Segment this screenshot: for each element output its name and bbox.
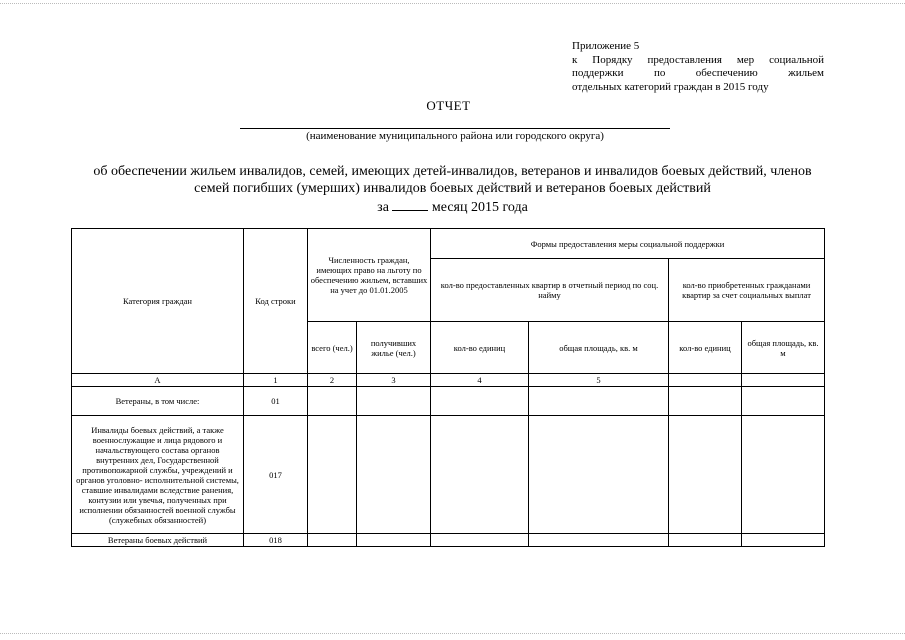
data-cell[interactable] <box>742 416 825 534</box>
data-cell[interactable] <box>669 534 742 547</box>
row-category: Ветераны, в том числе: <box>72 387 244 416</box>
report-subject-line-1: об обеспечении жильем инвалидов, семей, имеющих детей-инвалидов, ветеранов и инвалидов боевых действий, членов <box>93 164 812 179</box>
data-cell[interactable] <box>669 416 742 534</box>
appendix-line: к Порядку предоставления мер социальной <box>572 53 824 66</box>
data-cell[interactable] <box>669 387 742 416</box>
scan-edge-top <box>0 0 905 4</box>
header-support-forms: Формы предоставления меры социальной поддержки <box>431 229 825 259</box>
report-period <box>0 198 905 216</box>
period-suffix: месяц 2015 года <box>431 200 528 215</box>
row-code: 018 <box>244 534 308 547</box>
header-category: Категория граждан <box>72 229 244 374</box>
row-code: 01 <box>244 387 308 416</box>
data-cell[interactable] <box>308 387 357 416</box>
index-cell <box>742 374 825 387</box>
appendix-line: поддержки по обеспечению жильем <box>572 67 824 79</box>
index-cell: А <box>72 374 244 387</box>
report-subject-line-2: семей погибших (умерших) инвалидов боевых действий и ветеранов боевых действий <box>194 181 711 196</box>
header-units: кол-во единиц <box>669 322 742 374</box>
data-cell[interactable] <box>529 416 669 534</box>
header-area: общая площадь, кв. м <box>742 322 825 374</box>
data-cell[interactable] <box>431 534 529 547</box>
appendix-note <box>572 40 824 94</box>
row-code: 017 <box>244 416 308 534</box>
index-cell: 1 <box>244 374 308 387</box>
header-received: получивших жилье (чел.) <box>357 322 431 374</box>
header-total: всего (чел.) <box>308 322 357 374</box>
data-cell[interactable] <box>308 416 357 534</box>
header-units: кол-во единиц <box>431 322 529 374</box>
data-cell[interactable] <box>357 534 431 547</box>
data-cell[interactable] <box>357 387 431 416</box>
index-cell: 5 <box>529 374 669 387</box>
header-area: общая площадь, кв. м <box>529 322 669 374</box>
data-cell[interactable] <box>431 387 529 416</box>
index-cell: 3 <box>357 374 431 387</box>
data-cell[interactable] <box>308 534 357 547</box>
header-purchased-apartments: кол-во приобретенных гражданами квартир за счет социальных выплат <box>669 259 825 322</box>
row-category: Инвалиды боевых действий, а также военнослужащие и лица рядового и начальствующего состава органов внутренних дел, Государственной противопожарной службы, учреждений и органов уголовно- исполнительной системы, ставшие инвалидами вследствие ранения, контузии или увечья, полученных при исполнении обязанностей военной службы (служебных обязанностей) <box>72 416 244 534</box>
appendix-line: отдельных категорий граждан в 2015 году <box>572 80 769 93</box>
row-category: Ветераны боевых действий <box>72 534 244 547</box>
index-cell <box>669 374 742 387</box>
municipality-caption: (наименование муниципального района или городского округа) <box>306 130 604 142</box>
municipality-blank-line <box>240 128 670 129</box>
index-cell: 2 <box>308 374 357 387</box>
index-cell: 4 <box>431 374 529 387</box>
appendix-line: Приложение 5 <box>572 40 640 52</box>
data-cell[interactable] <box>742 534 825 547</box>
data-cell[interactable] <box>357 416 431 534</box>
header-registered: Численность граждан, имеющих право на льготу по обеспечению жильем, вставших на учет до 01.01.2005 <box>308 229 431 322</box>
data-cell[interactable] <box>431 416 529 534</box>
report-table <box>71 228 825 547</box>
report-title: ОТЧЕТ <box>426 98 471 113</box>
header-provided-apartments: кол-во предоставленных квартир в отчетный период по соц. найму <box>431 259 669 322</box>
header-row-code: Код строки <box>244 229 308 374</box>
data-cell[interactable] <box>742 387 825 416</box>
data-cell[interactable] <box>529 387 669 416</box>
scan-edge-bottom <box>0 633 905 636</box>
period-blank <box>392 198 428 211</box>
period-prefix: за <box>377 200 389 215</box>
data-cell[interactable] <box>529 534 669 547</box>
